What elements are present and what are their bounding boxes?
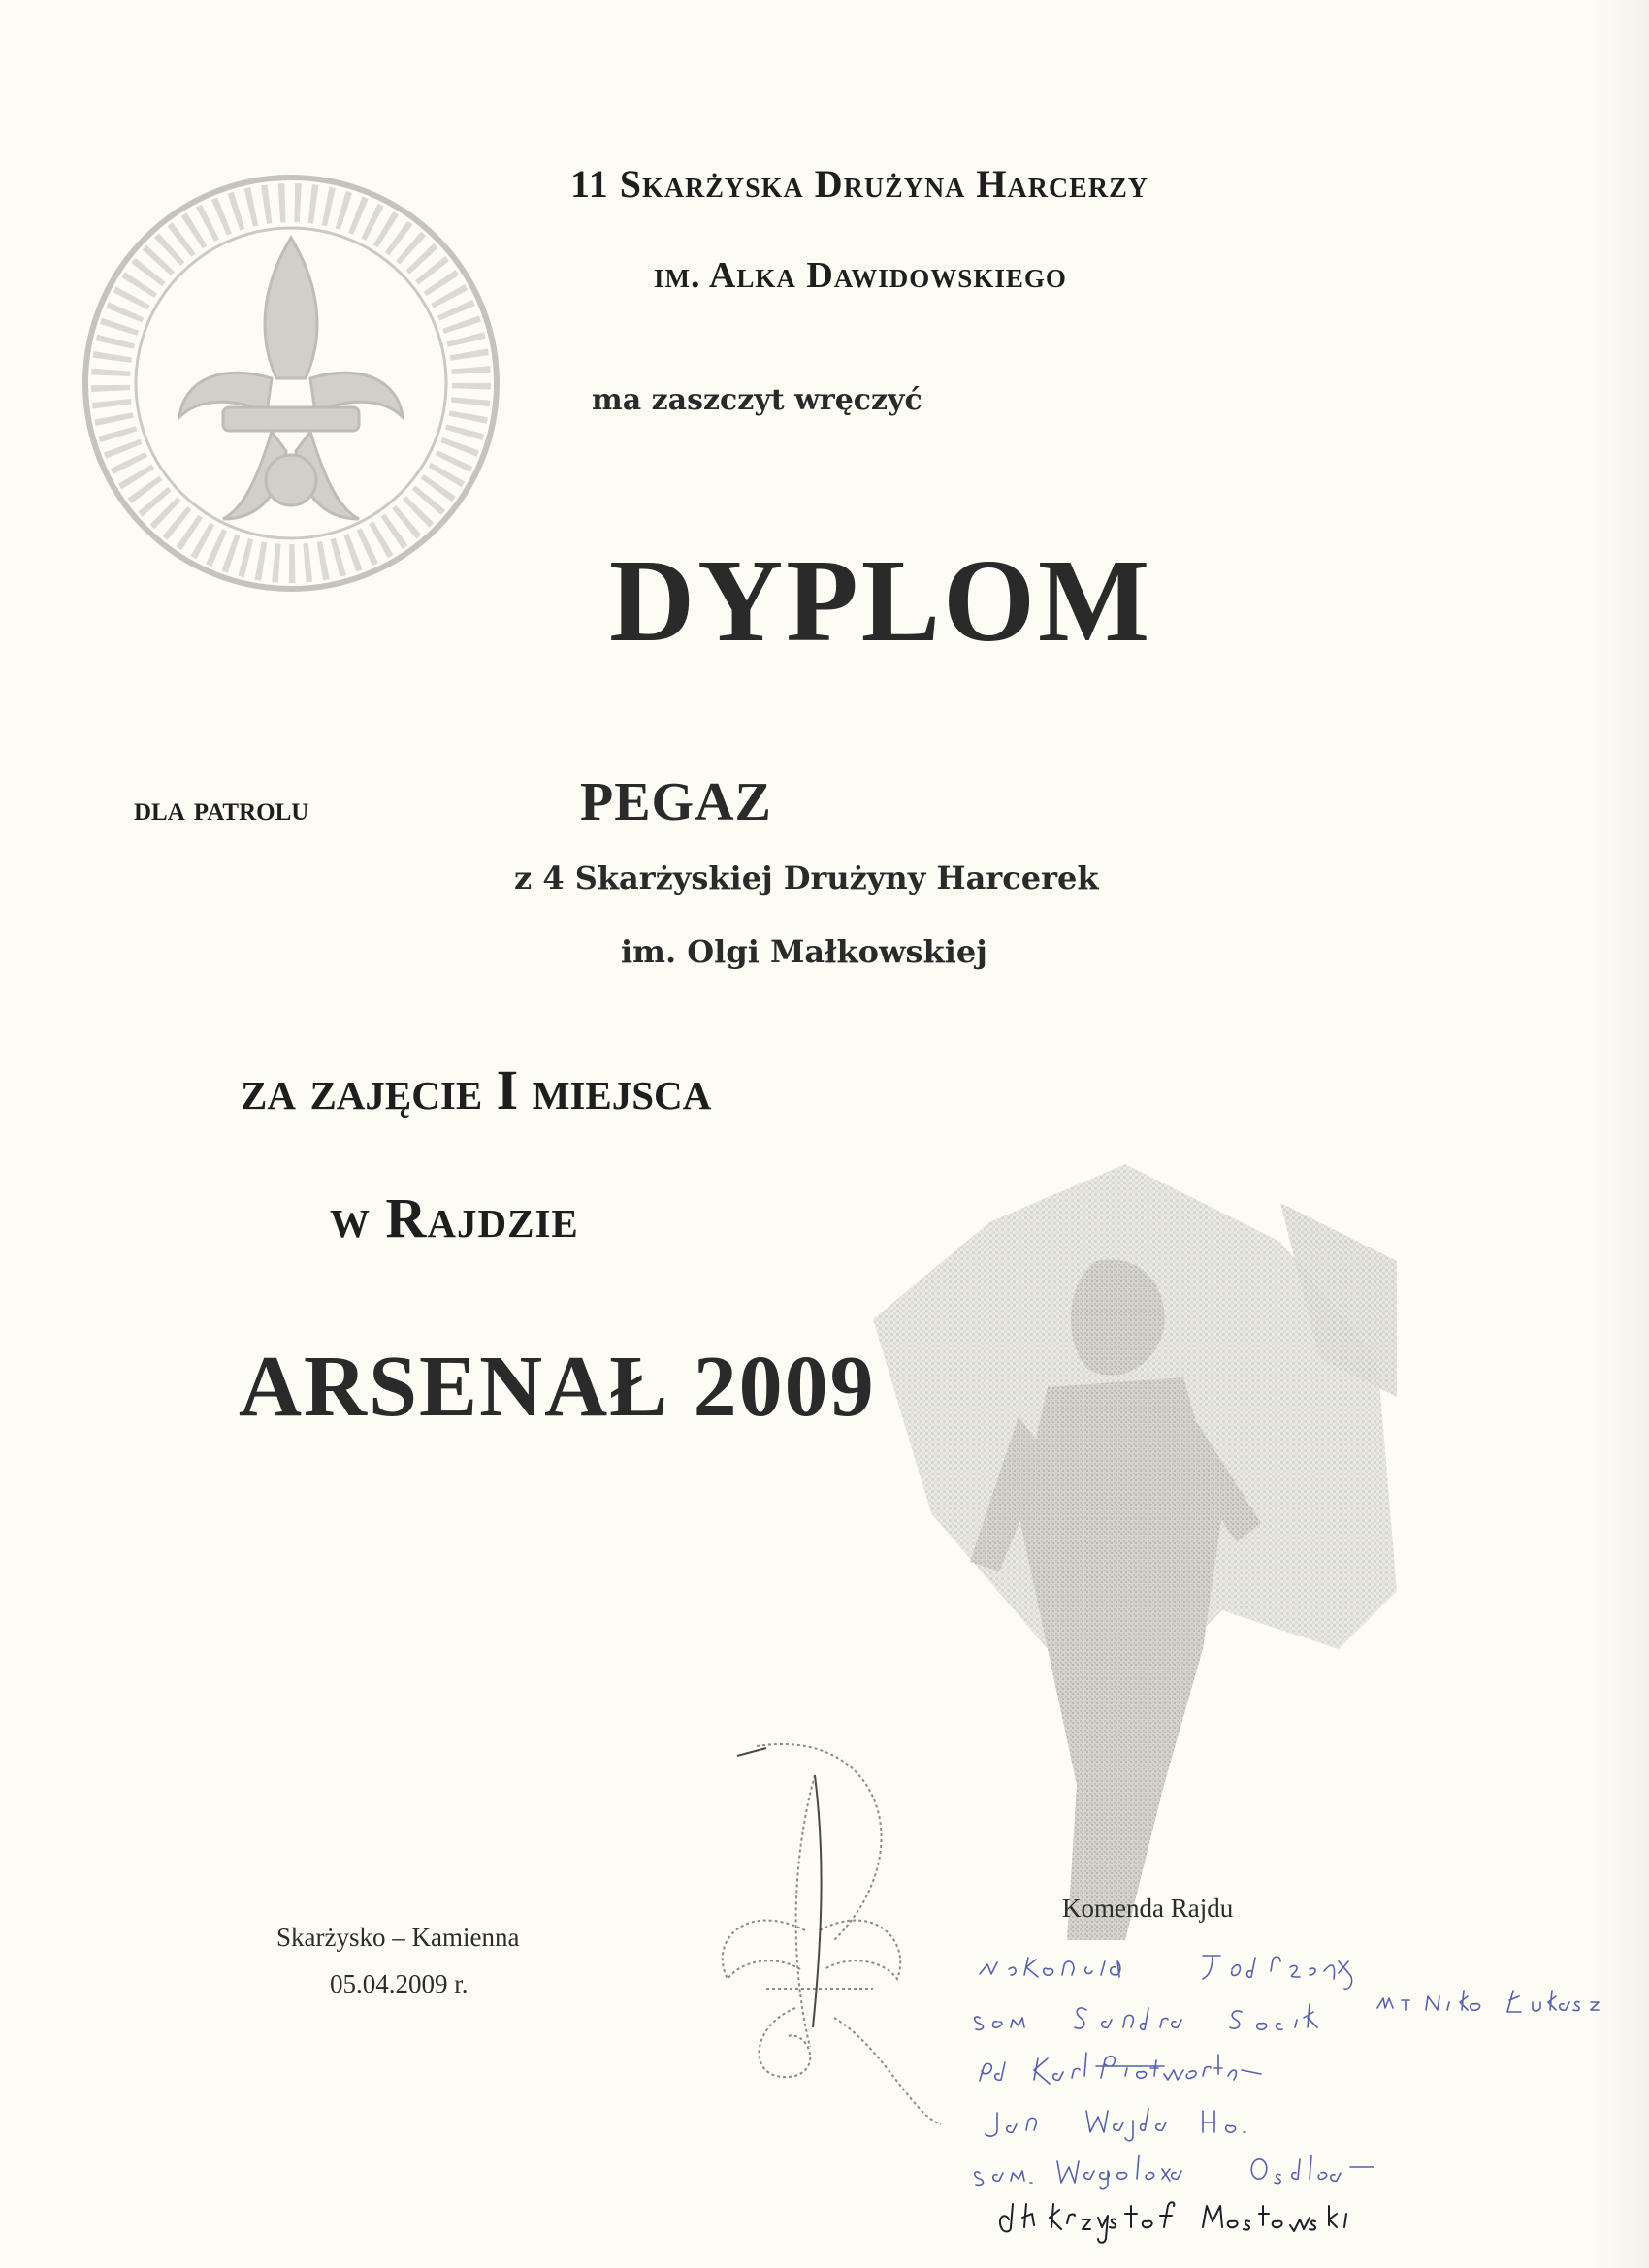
- scout-seal-watermark: [78, 170, 504, 597]
- organization-patron: im. Alka Dawidowskiego: [654, 255, 1067, 296]
- signature-3: [1377, 1991, 1599, 2012]
- patrol-prefix: dla patrolu: [134, 789, 309, 827]
- honour-line: ma zaszczyt wręczyć: [592, 383, 922, 417]
- patrol-team: z 4 Skarżyskiej Drużyny Harcerek: [514, 859, 1099, 896]
- signature-2: [975, 2004, 1317, 2029]
- signature-6: [975, 2155, 1374, 2189]
- committee-label: Komenda Rajdu: [1062, 1894, 1234, 1923]
- award-context: w Rajdzie: [330, 1186, 579, 1249]
- signature-4: [980, 2053, 1261, 2084]
- diploma-title: DYPLOM: [609, 535, 1153, 666]
- scout-photo-watermark: [873, 1106, 1416, 1950]
- signature-5: [986, 2109, 1245, 2141]
- issue-place: Skarżysko – Kamienna: [276, 1923, 520, 1952]
- award-reason: za zajęcie I miejsca: [241, 1058, 712, 1121]
- patrol-team-patron: im. Olgi Małkowskiej: [621, 933, 987, 970]
- issue-date: 05.04.2009 r.: [330, 1969, 469, 1998]
- patrol-name: PEGAZ: [580, 772, 772, 832]
- scout-lily-monogram: [689, 1736, 941, 2134]
- handwritten-signatures: [970, 1940, 1610, 2251]
- signature-7: [1000, 2202, 1346, 2243]
- event-name: ARSENAŁ 2009: [239, 1339, 876, 1435]
- organization-name: 11 Skarżyska Drużyna Harcerzy: [570, 162, 1148, 206]
- signature-1: [980, 1956, 1352, 1989]
